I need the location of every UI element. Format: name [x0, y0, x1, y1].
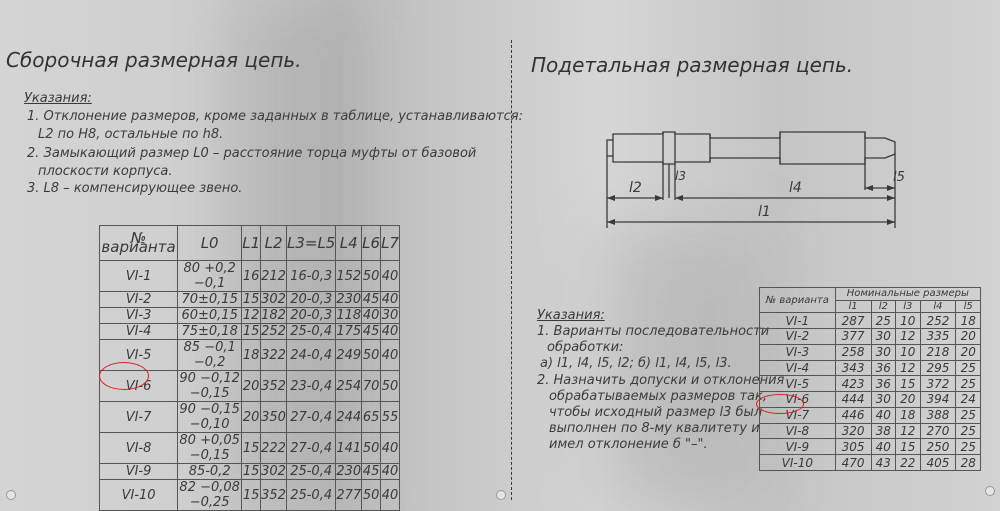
- value-cell: 90 −0,12 −0,15: [179, 371, 240, 401]
- table-row: [100, 433, 400, 464]
- right-instruction-1: 1. Варианты последовательности: [537, 324, 770, 339]
- value-cell: 40: [381, 324, 399, 339]
- col-header-l0: L0: [178, 226, 242, 261]
- value-cell: 82 −0,08 −0,25: [179, 480, 240, 510]
- right-title: Подетальная размерная цепь.: [531, 53, 854, 77]
- label-l4: l4: [789, 180, 802, 196]
- variant-cell: VI-1: [760, 313, 836, 329]
- table-row: [100, 464, 400, 480]
- table-row: [760, 376, 981, 392]
- value-cell: 244: [336, 402, 362, 433]
- value-cell: 27-0,4: [286, 402, 335, 433]
- value-cell: 50: [362, 433, 381, 464]
- value-cell: 75±0,18: [178, 324, 242, 340]
- value-cell: 252: [261, 324, 286, 339]
- variant-cell: VI-3: [100, 308, 178, 324]
- value-cell: 40: [381, 340, 400, 371]
- value-cell: 85 −0,1 −0,2: [178, 340, 242, 371]
- right-instruction-1c: а) l1, l4, l5, l2; б) l1, l4, l5, l3.: [540, 356, 732, 371]
- value-cell: 20: [956, 344, 981, 360]
- value-cell: 40: [381, 480, 400, 511]
- value-cell: 295: [920, 360, 956, 376]
- value-cell: 24: [956, 392, 981, 408]
- right-instruction-2b: обрабатываемых размеров так,: [549, 389, 767, 404]
- value-cell: 258: [835, 344, 871, 360]
- nail-bottom-center: [496, 490, 506, 500]
- value-cell: 352: [261, 480, 287, 511]
- value-cell: 45: [362, 464, 380, 479]
- variant-cell: VI-1: [100, 261, 178, 292]
- variant-cell: VI-5: [760, 376, 836, 392]
- right-instruction-1b: обработки:: [547, 340, 624, 355]
- value-cell: 24-0,4: [286, 340, 335, 371]
- value-cell: 20: [896, 392, 920, 408]
- right-instruction-2: 2. Назначить допуски и отклонения: [537, 373, 785, 388]
- value-cell: 30: [871, 392, 895, 408]
- col-header-l3: l3: [896, 300, 920, 313]
- value-cell: 118: [336, 308, 362, 323]
- value-cell: 22: [896, 455, 920, 471]
- value-cell: 15: [242, 433, 261, 464]
- table-row: [760, 360, 981, 376]
- col-header-l4: l4: [920, 300, 956, 313]
- col-header-l6: L6: [362, 226, 381, 261]
- value-cell: 27-0,4: [286, 433, 335, 464]
- variant-cell: VI-2: [760, 329, 836, 345]
- table-row: [760, 344, 981, 360]
- value-cell: 70: [362, 371, 381, 402]
- left-title: Сборочная размерная цепь.: [6, 48, 302, 72]
- value-cell: 15: [242, 464, 260, 479]
- variant-cell: VI-5: [100, 340, 178, 371]
- col-header-variant: № варианта: [760, 288, 836, 313]
- value-cell: 305: [835, 439, 871, 455]
- value-cell: 65: [362, 402, 381, 433]
- variant-cell: VI-6: [760, 392, 836, 408]
- value-cell: 12: [896, 423, 920, 439]
- variant-cell: VI-3: [760, 344, 836, 360]
- value-cell: 30: [381, 308, 399, 323]
- col-header-l3-l5: L3=L5: [286, 226, 335, 261]
- table-row: [100, 261, 400, 292]
- label-l3: l3: [675, 169, 686, 183]
- value-cell: 45: [362, 292, 380, 307]
- value-cell: 20: [242, 402, 261, 433]
- value-cell: 446: [835, 407, 871, 423]
- table-row: [100, 292, 400, 308]
- value-cell: 12: [242, 308, 260, 323]
- value-cell: 80 +0,2 −0,1: [178, 261, 242, 292]
- value-cell: 60±0,15: [178, 308, 242, 324]
- value-cell: 394: [920, 392, 956, 408]
- right-instruction-2d: выполнен по 8-му квалитету и: [549, 421, 760, 436]
- value-cell: 10: [896, 344, 920, 360]
- value-cell: 90 −0,15 −0,10: [179, 402, 240, 432]
- right-instruction-2c: чтобы исходный размер l3 был: [549, 405, 763, 420]
- right-instructions-heading: Указания:: [537, 308, 605, 323]
- value-cell: 222: [261, 433, 287, 464]
- variant-cell: VI-4: [760, 360, 836, 376]
- table-row: [760, 313, 981, 329]
- value-cell: 218: [920, 344, 956, 360]
- value-cell: 350: [261, 402, 287, 433]
- value-cell: 30: [871, 329, 895, 345]
- col-header-l2: l2: [871, 300, 895, 313]
- value-cell: 20: [956, 329, 981, 345]
- value-cell: 182: [261, 308, 286, 323]
- value-cell: 152: [336, 261, 362, 292]
- left-instruction-2b: плоскости корпуса.: [38, 164, 173, 179]
- nail-bottom-right: [985, 486, 995, 496]
- value-cell: 45: [362, 324, 380, 339]
- value-cell: 470: [835, 455, 871, 471]
- value-cell: 320: [835, 423, 871, 439]
- value-cell: 230: [336, 292, 362, 307]
- value-cell: 10: [896, 313, 920, 329]
- label-l5: l5: [893, 170, 905, 185]
- table-row: [100, 480, 400, 511]
- value-cell: 372: [920, 376, 956, 392]
- value-cell: 40: [381, 292, 399, 307]
- table-row: [760, 329, 981, 345]
- value-cell: 15: [242, 324, 260, 339]
- value-cell: 23-0,4: [286, 371, 335, 402]
- value-cell: 377: [835, 329, 871, 345]
- value-cell: 25: [871, 313, 895, 329]
- col-header-l1: l1: [835, 300, 871, 313]
- value-cell: 40: [381, 261, 400, 292]
- value-cell: 16-0,3: [286, 261, 335, 292]
- variant-cell: VI-7: [100, 402, 178, 433]
- value-cell: 212: [261, 261, 287, 292]
- part-table-body: [760, 313, 981, 471]
- value-cell: 423: [835, 376, 871, 392]
- value-cell: 36: [871, 360, 895, 376]
- value-cell: 277: [336, 480, 362, 511]
- value-cell: 25-0,4: [286, 464, 335, 480]
- table-row: [100, 340, 400, 371]
- value-cell: 40: [381, 464, 399, 479]
- value-cell: 230: [336, 464, 362, 479]
- col-header-l1: L1: [242, 226, 261, 261]
- value-cell: 287: [835, 313, 871, 329]
- value-cell: 20-0,3: [286, 292, 335, 308]
- value-cell: 80 +0,05 −0,15: [179, 433, 240, 463]
- value-cell: 175: [336, 324, 362, 339]
- variant-cell: VI-9: [760, 439, 836, 455]
- value-cell: 12: [896, 360, 920, 376]
- col-header-l5: l5: [956, 300, 981, 313]
- part-chain-table: [759, 287, 981, 471]
- shaft-drawing: [595, 118, 935, 238]
- value-cell: 352: [261, 371, 287, 402]
- value-cell: 50: [362, 261, 381, 292]
- value-cell: 444: [835, 392, 871, 408]
- value-cell: 302: [261, 464, 286, 479]
- value-cell: 30: [871, 344, 895, 360]
- value-cell: 40: [871, 407, 895, 423]
- table-row: [760, 423, 981, 439]
- value-cell: 25: [956, 407, 981, 423]
- left-instruction-3: 3. L8 – компенсирующее звено.: [27, 181, 243, 196]
- value-cell: 40: [362, 308, 380, 323]
- variant-cell: VI-6: [100, 371, 178, 402]
- panel-divider: [511, 40, 512, 500]
- highlight-circle-right: [756, 394, 804, 414]
- value-cell: 12: [896, 329, 920, 345]
- value-cell: 15: [896, 376, 920, 392]
- variant-cell: VI-8: [760, 423, 836, 439]
- value-cell: 70±0,15: [178, 292, 242, 308]
- left-instruction-1: 1. Отклонение размеров, кроме заданных в таблице, устанавливаются:: [27, 109, 523, 124]
- value-cell: 40: [871, 439, 895, 455]
- value-cell: 50: [381, 371, 400, 402]
- value-cell: 25-0,4: [286, 480, 335, 511]
- value-cell: 50: [362, 340, 381, 371]
- value-cell: 18: [956, 313, 981, 329]
- group-header-nominal: Номинальные размеры: [835, 288, 980, 301]
- table2-group-header-row: [760, 288, 981, 301]
- value-cell: 85-0,2: [178, 464, 242, 480]
- value-cell: 25: [956, 423, 981, 439]
- value-cell: 254: [336, 371, 362, 402]
- value-cell: 50: [362, 480, 381, 511]
- col-header-l2: L2: [261, 226, 287, 261]
- col-header-l4: L4: [336, 226, 362, 261]
- variant-cell: VI-8: [100, 433, 178, 464]
- value-cell: 20: [242, 371, 261, 402]
- value-cell: 335: [920, 329, 956, 345]
- label-l2: l2: [629, 180, 642, 196]
- col-header-variant: № варианта: [100, 226, 178, 261]
- value-cell: 16: [242, 261, 261, 292]
- value-cell: 20-0,3: [286, 308, 335, 324]
- variant-cell: VI-4: [100, 324, 178, 340]
- value-cell: 25: [956, 439, 981, 455]
- variant-cell: VI-10: [760, 455, 836, 471]
- value-cell: 25: [956, 376, 981, 392]
- highlight-circle-left: [99, 362, 149, 390]
- value-cell: 43: [871, 455, 895, 471]
- value-cell: 36: [871, 376, 895, 392]
- value-cell: 405: [920, 455, 956, 471]
- value-cell: 25-0,4: [286, 324, 335, 340]
- value-cell: 15: [896, 439, 920, 455]
- left-instruction-2: 2. Замыкающий размер L0 – расстояние торца муфты от базовой: [27, 146, 477, 161]
- value-cell: 322: [261, 340, 287, 371]
- variant-cell: VI-10: [100, 480, 178, 511]
- assembly-table-body: [100, 261, 400, 511]
- variant-cell: VI-7: [760, 407, 836, 423]
- value-cell: 28: [956, 455, 981, 471]
- value-cell: 388: [920, 407, 956, 423]
- right-instruction-2e: имел отклонение б "–".: [549, 437, 708, 452]
- table-row: [100, 402, 400, 433]
- table-row: [100, 308, 400, 324]
- value-cell: 343: [835, 360, 871, 376]
- value-cell: 15: [242, 292, 260, 307]
- value-cell: 18: [896, 407, 920, 423]
- value-cell: 141: [336, 433, 362, 464]
- value-cell: 250: [920, 439, 956, 455]
- label-l1: l1: [758, 204, 771, 220]
- value-cell: 302: [261, 292, 286, 307]
- value-cell: 252: [920, 313, 956, 329]
- table-row: [760, 455, 981, 471]
- variant-cell: VI-2: [100, 292, 178, 308]
- col-header-l7: L7: [381, 226, 400, 261]
- value-cell: 15: [242, 480, 261, 511]
- nail-bottom-left: [6, 490, 16, 500]
- value-cell: 55: [381, 402, 400, 433]
- value-cell: 270: [920, 423, 956, 439]
- value-cell: 249: [336, 340, 362, 371]
- value-cell: 18: [242, 340, 261, 371]
- value-cell: 25: [956, 360, 981, 376]
- left-instructions-heading: Указания:: [24, 91, 92, 106]
- table-header-row: [100, 226, 400, 261]
- table-row: [100, 324, 400, 340]
- left-instruction-1b: L2 по H8, остальные по h8.: [38, 127, 224, 142]
- variant-cell: VI-9: [100, 464, 178, 480]
- table-row: [760, 439, 981, 455]
- value-cell: 38: [871, 423, 895, 439]
- value-cell: 40: [381, 433, 400, 464]
